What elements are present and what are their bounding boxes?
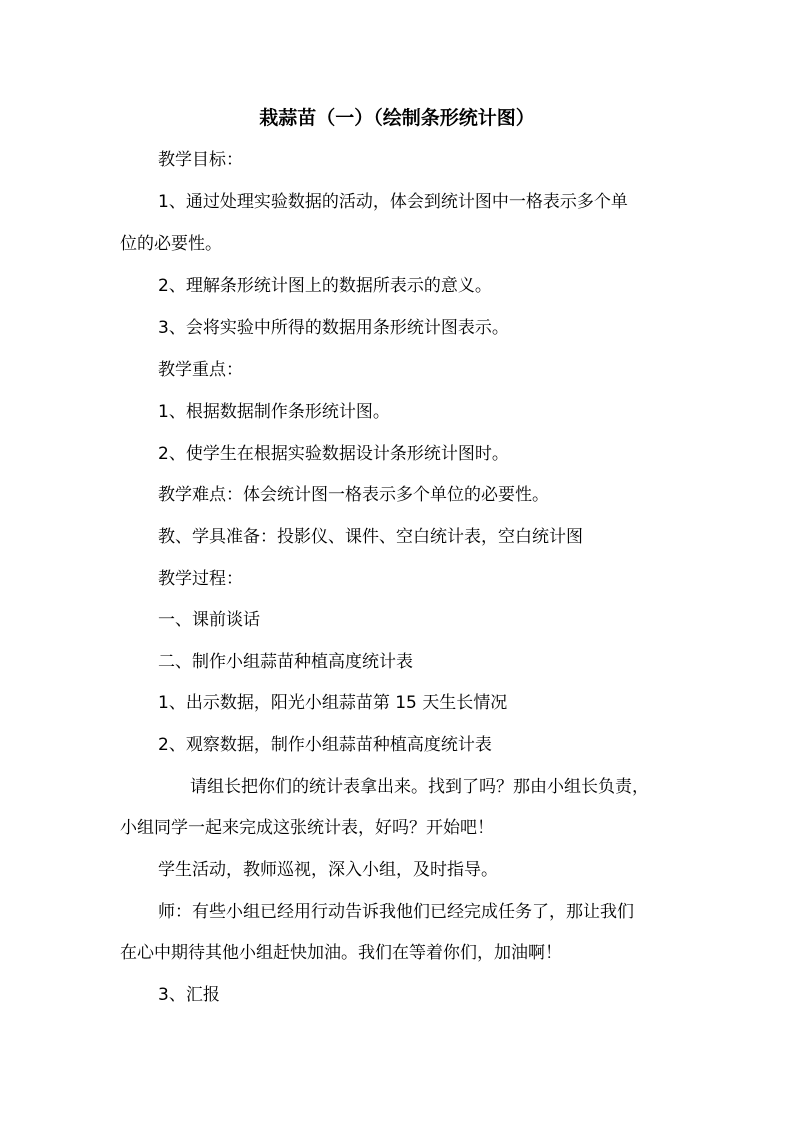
paragraph-line: 1、出示数据，阳光小组蒜苗第 15 天生长情况	[158, 693, 508, 713]
paragraph-line: 1、根据数据制作条形统计图。	[158, 402, 390, 422]
paragraph-line: 教、学具准备：投影仪、课件、空白统计表，空白统计图	[158, 527, 583, 547]
paragraph-line: 3、会将实验中所得的数据用条形统计图表示。	[158, 318, 509, 338]
paragraph-line: 二、制作小组蒜苗种植高度统计表	[158, 652, 413, 672]
section-heading-objectives: 教学目标：	[158, 150, 243, 170]
section-heading-key-points: 教学重点：	[158, 360, 243, 380]
document-title: 栽蒜苗（一）（绘制条形统计图）	[259, 107, 535, 129]
paragraph-line: 2、使学生在根据实验数据设计条形统计图时。	[158, 444, 509, 464]
paragraph-line: 3、汇报	[158, 985, 220, 1005]
paragraph-line: 学生活动，教师巡视，深入小组，及时指导。	[158, 860, 498, 880]
paragraph-line: 师：有些小组已经用行动告诉我他们已经完成任务了，那让我们	[158, 902, 634, 922]
paragraph-line: 教学难点：体会统计图一格表示多个单位的必要性。	[158, 485, 549, 505]
paragraph-line: 一、课前谈话	[158, 610, 260, 630]
paragraph-line: 2、观察数据，制作小组蒜苗种植高度统计表	[158, 735, 492, 755]
paragraph-line: 2、理解条形统计图上的数据所表示的意义。	[158, 276, 492, 296]
paragraph-line: 请组长把你们的统计表拿出来。找到了吗？那由小组长负责，	[190, 777, 649, 797]
paragraph-line: 位的必要性。	[120, 234, 222, 254]
paragraph-line: 在心中期待其他小组赶快加油。我们在等着你们，加油啊！	[120, 943, 562, 963]
paragraph-line: 小组同学一起来完成这张统计表，好吗？开始吧！	[120, 818, 494, 838]
section-heading-process: 教学过程：	[158, 569, 243, 589]
paragraph-line: 1、通过处理实验数据的活动，体会到统计图中一格表示多个单	[158, 192, 628, 212]
